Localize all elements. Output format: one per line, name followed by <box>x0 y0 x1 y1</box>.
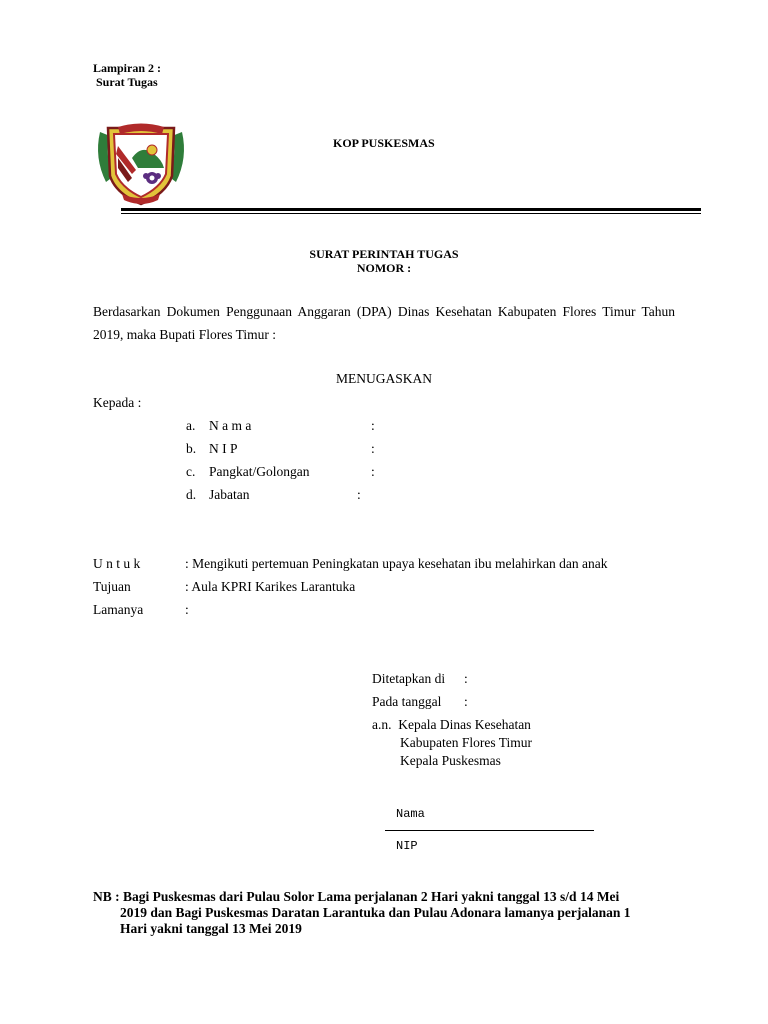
field-colon: : <box>357 487 361 502</box>
detail-value-purpose: : Mengikuti pertemuan Peningkatan upaya kesehatan ibu melahirkan dan anak <box>185 556 608 571</box>
field-letter: c. <box>186 464 196 479</box>
detail-label-duration: Lamanya <box>93 602 144 617</box>
field-label-nip: N I P <box>209 441 238 456</box>
detail-label-destination: Tujuan <box>93 579 131 594</box>
attachment-line-2: Surat Tugas <box>96 75 158 89</box>
signature-place-colon: : <box>464 671 468 686</box>
document-title: SURAT PERINTAH TUGAS <box>309 247 459 261</box>
field-letter: b. <box>186 441 197 456</box>
field-letter: d. <box>186 487 197 502</box>
detail-value-destination: : Aula KPRI Karikes Larantuka <box>185 579 356 594</box>
letterhead-rule-thin <box>121 213 701 214</box>
assign-heading: MENUGASKAN <box>335 371 432 386</box>
letterhead-title: KOP PUSKESMAS <box>333 136 435 150</box>
detail-label-purpose: U n t u k <box>93 556 141 571</box>
attachment-line-1: Lampiran 2 : <box>93 61 162 75</box>
field-colon: : <box>371 464 375 479</box>
footnote-line-2: 2019 dan Bagi Puskesmas Daratan Larantuka dan Pulau Adonara lamanya perjalanan 1 <box>120 905 631 920</box>
signature-line <box>385 830 594 831</box>
signature-name-label: Nama <box>396 807 425 821</box>
signature-date-colon: : <box>464 694 468 709</box>
letterhead-rule-thick <box>121 208 701 211</box>
intro-paragraph: Berdasarkan Dokumen Penggunaan Anggaran (DPA) Dinas Kesehatan Kabupaten Flores Timur Tahun 2019, maka Bupati Flores Timur : <box>93 304 675 342</box>
signature-line-3: Kepala Puskesmas <box>400 753 501 768</box>
document-number-label: NOMOR : <box>356 261 412 275</box>
field-colon: : <box>371 418 375 433</box>
signature-date-label: Pada tanggal <box>372 694 442 709</box>
footnote-line-3: Hari yakni tanggal 13 Mei 2019 <box>120 921 302 936</box>
recipient-label: Kepada : <box>93 395 142 410</box>
field-letter: a. <box>186 418 196 433</box>
signature-place-label: Ditetapkan di <box>372 671 446 686</box>
regency-emblem-logo <box>92 118 190 208</box>
signature-nip-label: NIP <box>396 839 418 853</box>
field-label-position: Jabatan <box>209 487 250 502</box>
field-colon: : <box>371 441 375 456</box>
signature-on-behalf: a.n. Kepala Dinas Kesehatan <box>372 717 531 732</box>
field-label-name: N a m a <box>209 418 252 433</box>
signature-line-2: Kabupaten Flores Timur <box>400 735 533 750</box>
footnote-line-1: NB : Bagi Puskesmas dari Pulau Solor Lama perjalanan 2 Hari yakni tanggal 13 s/d 14 Mei <box>93 889 620 904</box>
detail-value-duration: : <box>185 602 189 617</box>
field-label-rank: Pangkat/Golongan <box>209 464 310 479</box>
